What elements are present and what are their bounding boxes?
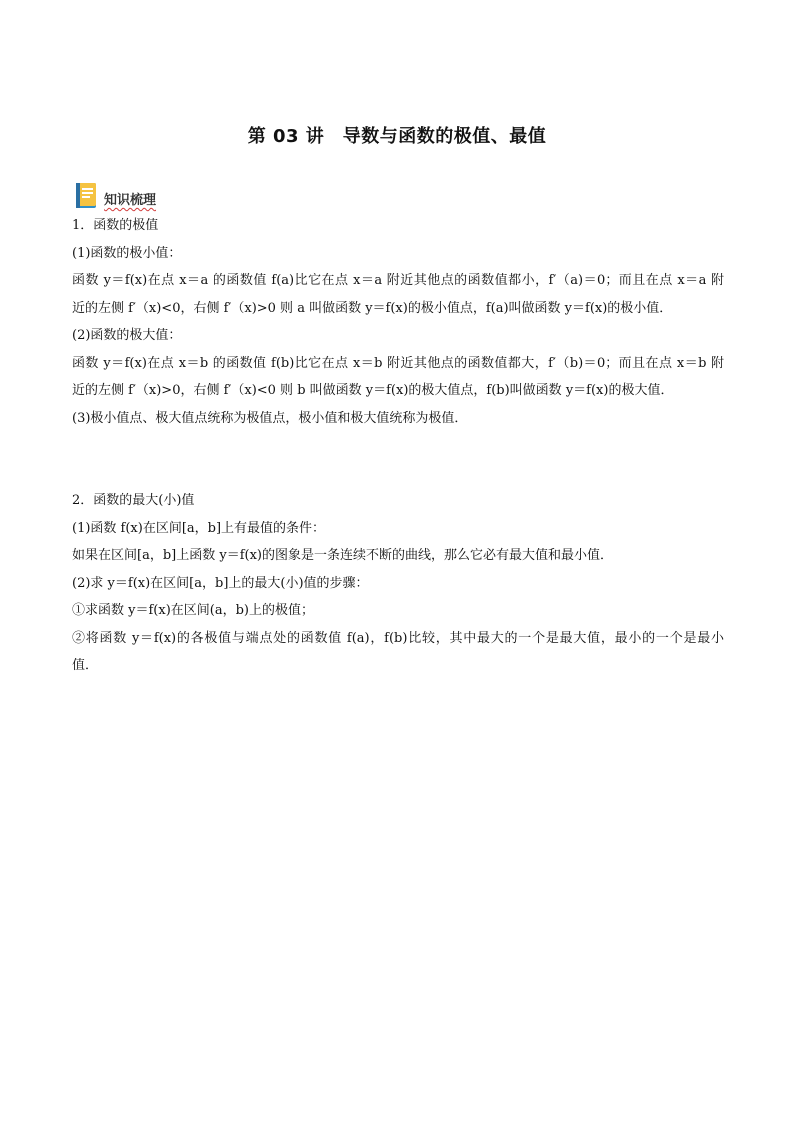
section-gap <box>72 432 724 487</box>
section2-line-2: 如果在区间[a，b]上函数 y＝f(x)的图象是一条连续不断的曲线，那么它必有最大值和最小值． <box>72 548 613 563</box>
content-body <box>72 212 724 680</box>
section1-line-1: (1)函数的极小值： <box>72 245 182 261</box>
section-label: 知识梳理 <box>104 193 157 208</box>
section1-line-5: 函数 y＝f(x)在点 x＝b 的函数值 f(b)比它在点 x＝b 附近其他点的函数值都大，f′（b)＝0；而且在点 x＝b 附 <box>72 355 724 371</box>
section1-line-6: 近的左侧 f′（x)>0，右侧 f′（x)<0 则 b 叫做函数 y＝f(x)的极大值点，f(b)叫做函数 y＝f(x)的极大值． <box>72 383 674 398</box>
section1-line-3: 近的左侧 f′（x)<0，右侧 f′（x)>0 则 a 叫做函数 y＝f(x)的极小值点，f(a)叫做函数 y＝f(x)的极小值． <box>72 300 673 316</box>
book-icon <box>74 180 100 210</box>
section2-line-1: (1)函数 f(x)在区间[a，b]上有最值的条件： <box>72 520 326 536</box>
section2-line-6: 值． <box>72 658 99 673</box>
section2-heading: 2．函数的最大(小)值 <box>72 493 195 508</box>
page-title: 第 03 讲 导数与函数的极值、最值 <box>247 126 547 147</box>
section2-line-3: (2)求 y＝f(x)在区间[a，b]上的最大(小)值的步骤： <box>72 575 369 591</box>
section1-line-2: 函数 y＝f(x)在点 x＝a 的函数值 f(a)比它在点 x＝a 附近其他点的函数值都小，f′（a)＝0；而且在点 x＝a 附 <box>72 273 724 288</box>
section2-line-4: ①求函数 y＝f(x)在区间(a，b)上的极值； <box>72 603 314 618</box>
section1-line-4: (2)函数的极大值： <box>72 328 182 343</box>
section2-line-5: ②将函数 y＝f(x)的各极值与端点处的函数值 f(a)，f(b)比较，其中最大的一个是最大值，最小的一个是最小 <box>72 630 724 646</box>
section1-line-7: (3)极小值点、极大值点统称为极值点，极小值和极大值统称为极值． <box>72 410 468 426</box>
section1-heading: 1．函数的极值 <box>72 218 159 233</box>
section-header <box>74 176 156 210</box>
